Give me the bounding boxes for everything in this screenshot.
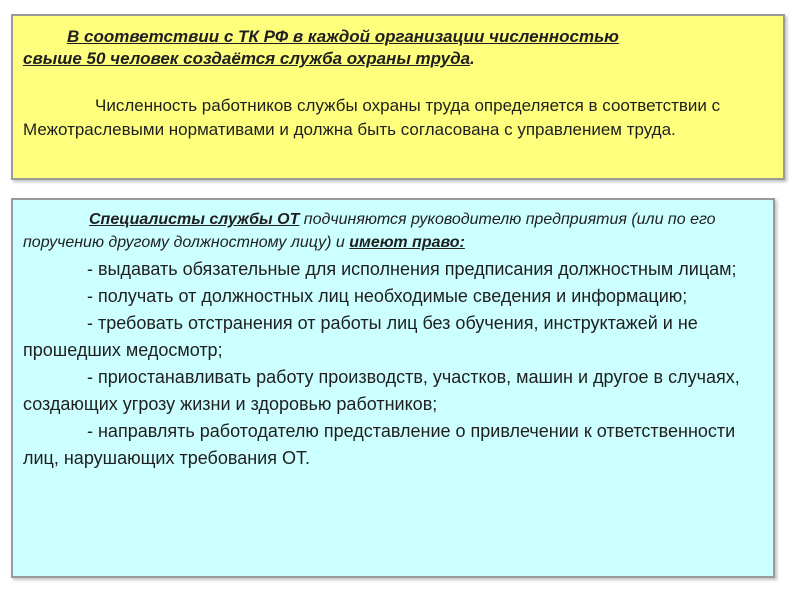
yellow-body-text: Численность работников службы охраны труда определяется в соответствии с Межотраслевыми нормативами и должна быть согласована с управлением труда. <box>23 96 721 139</box>
headline-part2: свыше 50 человек создаётся служба охраны труда <box>23 49 471 68</box>
intro-bold2: имеют право: <box>349 234 465 251</box>
intro-mid: подчиняются руководителю предприятия (или по его поручению другому должностному лицу) и <box>23 211 716 251</box>
list-item-text: - требовать отстранения от работы лиц без обучения, инструктажей и не прошедших медосмотр; <box>23 313 698 360</box>
list-item-text: - получать от должностных лиц необходимые сведения и информацию; <box>87 286 688 306</box>
intro-bold: Специалисты службы ОТ <box>89 211 300 228</box>
yellow-headline <box>23 26 773 70</box>
headline-part1: В соответствии с ТК РФ в каждой организации численностью <box>67 27 619 46</box>
list-item <box>23 310 765 364</box>
list-item <box>23 418 765 472</box>
headline-end: . <box>470 49 475 68</box>
yellow-body <box>23 94 773 142</box>
list-item-text: - выдавать обязательные для исполнения предписания должностным лицам; <box>87 259 737 279</box>
list-item <box>23 364 765 418</box>
rights-intro <box>23 208 765 254</box>
list-item-text: - направлять работодателю представление о привлечении к ответственности лиц, нарушающих требования ОТ. <box>23 421 736 468</box>
list-item <box>23 283 765 310</box>
yellow-info-box <box>11 14 785 180</box>
list-item-text: - приостанавливать работу производств, участков, машин и другое в случаях, создающих угрозу жизни и здоровью работников; <box>23 367 740 414</box>
cyan-rights-box <box>11 198 775 578</box>
list-item <box>23 256 765 283</box>
